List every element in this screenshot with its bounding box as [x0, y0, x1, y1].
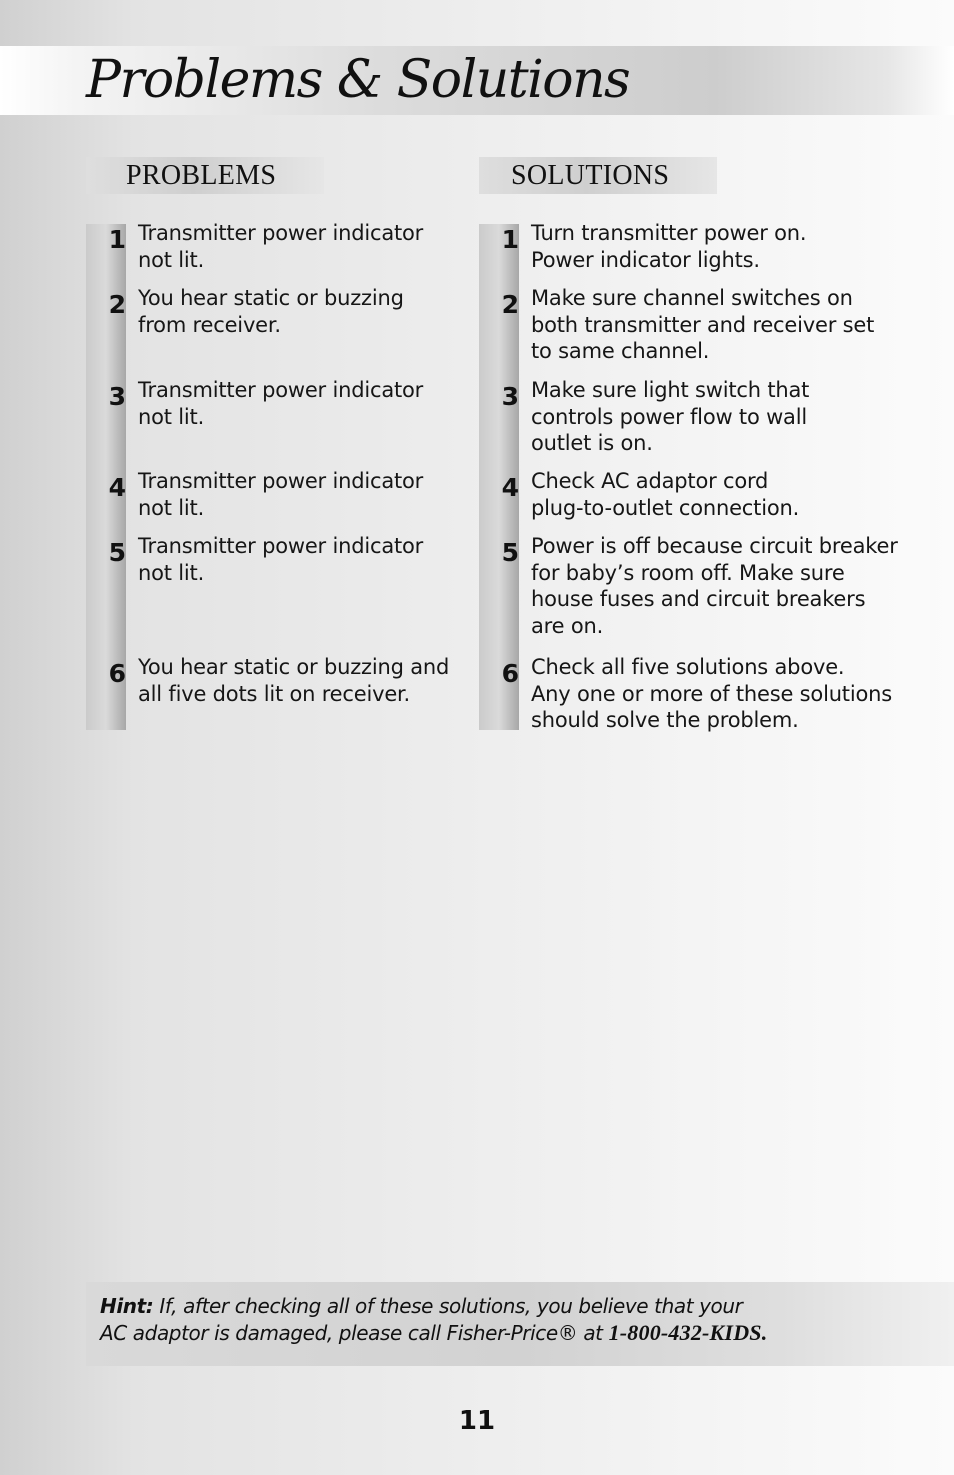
solution-number: 6	[501, 659, 519, 688]
solution-text: Make sure channel switches on both transmitter and receiver set to same channel.	[531, 286, 875, 363]
problem-number: 4	[108, 473, 126, 502]
problem-text: Transmitter power indicator not lit.	[138, 378, 424, 429]
problem-number: 5	[108, 538, 126, 567]
solution-number: 3	[501, 382, 519, 411]
hint-phone-number: 1-800-432-KIDS.	[608, 1319, 768, 1345]
solution-text: Check all five solutions above. Any one or more of these solutions should solve the problem.	[531, 655, 892, 732]
problem-text: Transmitter power indicator not lit.	[138, 469, 424, 520]
problem-text: You hear static or buzzing and all five dots lit on receiver.	[138, 655, 450, 706]
problem-text: You hear static or buzzing from receiver.	[138, 286, 404, 337]
solution-number: 2	[501, 290, 519, 319]
solutions-header-label: SOLUTIONS	[511, 160, 670, 191]
page-number: 11	[458, 1406, 496, 1436]
solution-text: Make sure light switch that controls power flow to wall outlet is on.	[531, 378, 810, 455]
solution-text: Power is off because circuit breaker for baby’s room off. Make sure house fuses and circuit breakers are on.	[531, 534, 898, 638]
hint-text	[100, 1293, 767, 1346]
problems-header-label: PROBLEMS	[126, 160, 277, 191]
hint-body: If, after checking all of these solutions, you believe that your AC adaptor is damaged, please call Fisher-Price® at	[100, 1294, 743, 1345]
problem-text: Transmitter power indicator not lit.	[138, 534, 424, 585]
solution-number: 1	[501, 225, 519, 254]
hint-label: Hint:	[100, 1294, 154, 1318]
problems-header	[86, 157, 324, 194]
problem-number: 2	[108, 290, 126, 319]
solution-number: 4	[501, 473, 519, 502]
solution-number: 5	[501, 538, 519, 567]
problem-number: 1	[108, 225, 126, 254]
problem-number: 6	[108, 659, 126, 688]
solution-text: Turn transmitter power on. Power indicator lights.	[531, 221, 807, 272]
solution-text: Check AC adaptor cord plug-to-outlet connection.	[531, 469, 800, 520]
problem-text: Transmitter power indicator not lit.	[138, 221, 424, 272]
page-title: Problems & Solutions	[86, 50, 630, 110]
problem-number: 3	[108, 382, 126, 411]
hint-box	[86, 1282, 954, 1366]
solutions-header	[479, 157, 717, 194]
